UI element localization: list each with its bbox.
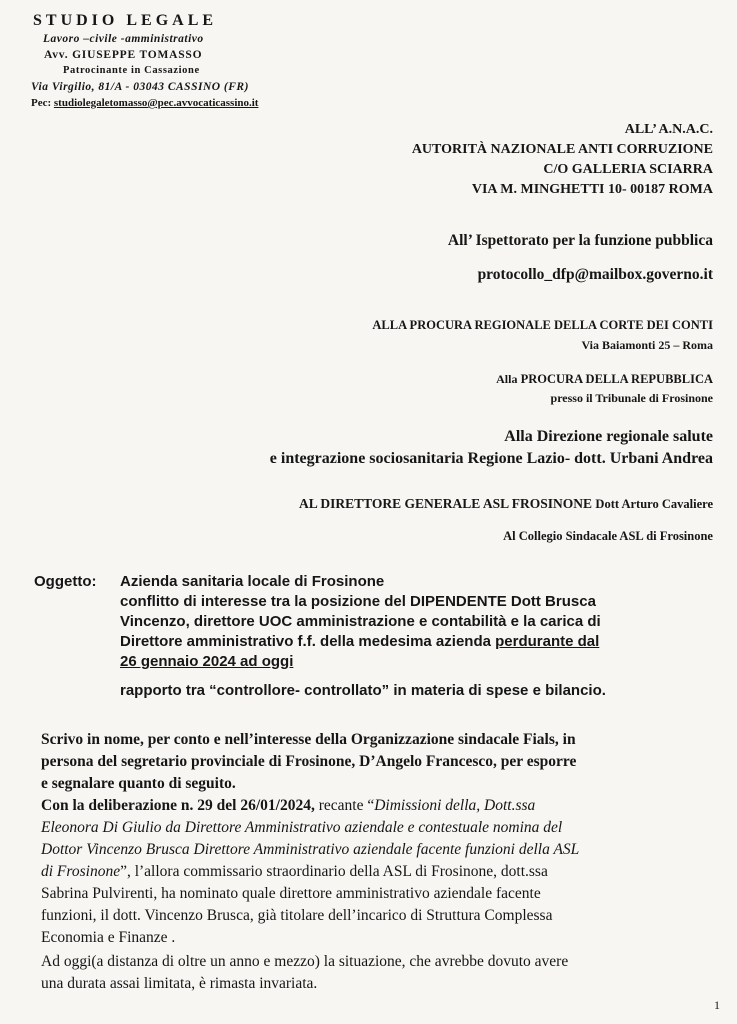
recipient-regione-line2: e integrazione sociosanitaria Regione Lazio- dott. Urbani Andrea [269, 450, 713, 467]
recipient-anac-line1: ALL’ A.N.A.C. [624, 122, 713, 137]
procura-repubblica-name: PROCURA DELLA REPUBBLICA [520, 372, 713, 386]
dg-name: Dott Arturo Cavaliere [595, 497, 713, 511]
body-p2-line1 [41, 797, 535, 815]
recipient-direttore-generale [299, 496, 713, 512]
oggetto-line4 [120, 633, 599, 650]
body-p2-line7: Economia e Finanze . [41, 929, 176, 946]
recipient-ispettorato: All’ Ispettorato per la funzione pubblica [447, 232, 713, 249]
recipient-procura-conti-address: Via Baiamonti 25 – Roma [581, 338, 713, 352]
body-p2-line5: Sabrina Pulvirenti, ha nominato quale direttore amministrativo aziendale facente [41, 885, 541, 902]
body-p2-line4-rest: ”, l’allora commissario straordinario della ASL di Frosinone, dott.ssa [120, 863, 548, 880]
body-p2-line6: funzioni, il dott. Vincenzo Brusca, già titolare dell’incarico di Struttura Complessa [41, 907, 553, 924]
body-p2-line4-quote: di Frosinone [41, 863, 121, 880]
dg-title: AL DIRETTORE GENERALE ASL FROSINONE [298, 496, 593, 511]
recipient-ispettorato-email[interactable]: protocollo_dfp@mailbox.governo.it [477, 266, 713, 283]
page-number: 1 [714, 998, 720, 1012]
body-p2-line3: Dottor Vincenzo Brusca Direttore Amministrativo aziendale facente funzioni della ASL [41, 841, 580, 858]
oggetto-line5: 26 gennaio 2024 ad oggi [120, 653, 294, 670]
recipient-anac-line2: AUTORITÀ NAZIONALE ANTI CORRUZIONE [411, 142, 713, 157]
body-p1-line2: persona del segretario provinciale di Frosinone, D’Angelo Francesco, per esporre [41, 753, 577, 770]
recipient-procura-repubblica [496, 372, 713, 387]
oggetto-line1: Azienda sanitaria locale di Frosinone [120, 573, 385, 590]
letterhead-lawyer-name: Avv. GIUSEPPE TOMASSO [44, 49, 203, 61]
body-p2-line2: Eleonora Di Giulio da Direttore Amministrativo aziendale e contestuale nomina del [41, 819, 563, 836]
letterhead-title: STUDIO LEGALE [33, 12, 218, 29]
body-p1-line3: e segnalare quanto di seguito. [41, 775, 236, 792]
pec-label: Pec: [31, 97, 52, 109]
oggetto-line2: conflitto di interesse tra la posizione del DIPENDENTE Dott Brusca [120, 593, 596, 610]
pec-email-link[interactable]: studiolegaletomasso@pec.avvocaticassino.it [53, 97, 259, 109]
letterhead-pec [31, 97, 258, 109]
letterhead-address: Via Virgilio, 81/A - 03043 CASSINO (FR) [31, 81, 249, 93]
letterhead-qualification: Patrocinante in Cassazione [63, 65, 200, 76]
oggetto-line3: Vincenzo, direttore UOC amministrazione e contabilità e la carica di [120, 613, 601, 630]
deliberazione-ref: Con la deliberazione n. 29 del 26/01/2024, [41, 797, 315, 814]
body-p2-line1-quote: Dimissioni della, Dott.ssa [374, 797, 536, 814]
recipient-anac-line4: VIA M. MINGHETTI 10- 00187 ROMA [471, 182, 713, 197]
oggetto-label: Oggetto: [34, 573, 97, 590]
oggetto-line6: rapporto tra “controllore- controllato” in materia di spese e bilancio. [120, 682, 606, 699]
letterhead-subtitle: Lavoro –civile -amministrativo [43, 33, 204, 45]
body-p2-line4 [41, 863, 548, 881]
recipient-procura-conti: ALLA PROCURA REGIONALE DELLA CORTE DEI CONTI [372, 318, 713, 332]
recipient-collegio-sindacale: Al Collegio Sindacale ASL di Frosinone [503, 529, 713, 543]
body-p2-line1-mid: recante “ [314, 797, 375, 814]
recipient-procura-repubblica-address: presso il Tribunale di Frosinone [550, 391, 713, 405]
procura-repubblica-prefix: Alla [496, 372, 518, 386]
body-p1-line1: Scrivo in nome, per conto e nell’interesse della Organizzazione sindacale Fials, in [41, 731, 576, 748]
oggetto-line4-text: Direttore amministrativo f.f. della medesima azienda [120, 633, 496, 650]
body-p3-line2: una durata assai limitata, è rimasta invariata. [41, 975, 318, 992]
recipient-regione-line1: Alla Direzione regionale salute [504, 428, 713, 445]
recipient-anac-line3: C/O GALLERIA SCIARRA [543, 162, 713, 177]
oggetto-line4-underlined: perdurante dal [495, 633, 600, 650]
body-p3-line1: Ad oggi(a distanza di oltre un anno e mezzo) la situazione, che avrebbe dovuto avere [41, 953, 569, 970]
